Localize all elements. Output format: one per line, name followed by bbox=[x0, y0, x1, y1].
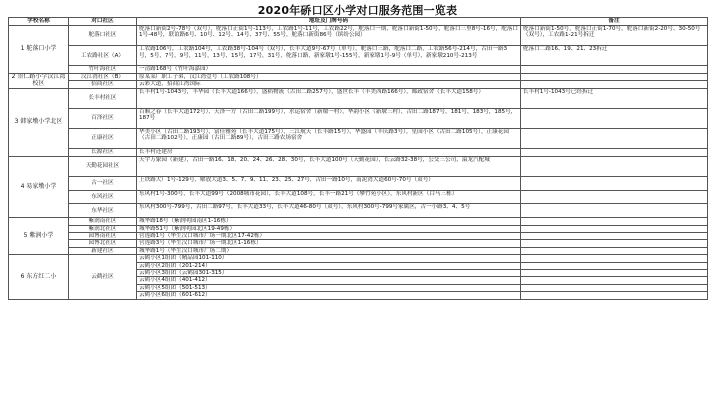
note-cell bbox=[521, 292, 708, 299]
table-header-row bbox=[9, 18, 708, 26]
table-row bbox=[9, 225, 708, 232]
note-cell bbox=[521, 262, 708, 269]
note-cell bbox=[521, 81, 708, 88]
community-cell: 天勤花园社区 bbox=[69, 156, 137, 176]
table-row bbox=[9, 81, 708, 88]
header-note: 备注 bbox=[521, 18, 708, 26]
table-row bbox=[9, 240, 708, 247]
address-cell: 华美小区（古田二路193号），富佳雅苑（长丰大道175号），三江航天（长丰路15号），华盛园（丰庆路3号），星园小区（古田二路105号），正康花园（古田二路102号），正康园（古田二路89号），古田三路农场宿舍 bbox=[137, 128, 521, 148]
community-cell: 园博北社区 bbox=[69, 240, 137, 247]
address-cell: 营莲路3号（华生汉口城市广场一期北区1-16栋） bbox=[137, 240, 521, 247]
address-cell: 云鹤小区5组团（501-513） bbox=[137, 284, 521, 291]
table-row bbox=[9, 128, 708, 148]
address-cell: 城华路51号（紫润明园北区19-49栋） bbox=[137, 225, 521, 232]
table-row bbox=[9, 88, 708, 108]
note-cell bbox=[521, 128, 708, 148]
note-cell: 舵落口新街1-50号，舵落口正街1-70号，舵落口新街2-20号、30-50号（双号），工农路1-21号拆迁 bbox=[521, 26, 708, 46]
note-cell bbox=[521, 240, 708, 247]
school-name-cell: 4 易家墩小学 bbox=[9, 156, 69, 218]
address-cell: 营莲路1号（华生汉口城市广场一期北区17-42栋） bbox=[137, 232, 521, 239]
note-cell bbox=[521, 190, 708, 204]
school-name-cell: 3 韩家墩小学北区 bbox=[9, 88, 69, 156]
note-cell bbox=[521, 247, 708, 254]
table-row bbox=[9, 232, 708, 239]
address-cell: 长丰村还建房 bbox=[137, 149, 521, 156]
address-cell: 云鹤小区1组团（精品园101-110） bbox=[137, 255, 521, 262]
table-row bbox=[9, 73, 708, 80]
note-cell bbox=[521, 232, 708, 239]
note-cell bbox=[521, 66, 708, 73]
address-cell: 天宇万象园（新建），古田一路16、18、20、24、26、28、30号，长丰大道100号（天勤花园），长云路32-38号，公交三公司，溢龙汽配城 bbox=[137, 156, 521, 176]
note-cell bbox=[521, 284, 708, 291]
community-cell: 云鹤社区 bbox=[69, 255, 137, 299]
address-cell: 舵落口新街2号-78号（双号），舵落口正街1号-113号，工农路1号-11号，工农路22号，舵落口一期，舵落口新街1-50号，舵落口三里8号-16号，舵落口1号-48号，联谊路6号、10号、12号、14号、37号、55号，舵落口新街86号（缤纷公园） bbox=[137, 26, 521, 46]
school-name-cell: 5 紫润小学 bbox=[9, 218, 69, 255]
note-cell bbox=[521, 218, 708, 225]
table-body bbox=[9, 26, 708, 300]
community-cell: 紫润南社区 bbox=[69, 218, 137, 225]
table-row bbox=[9, 176, 708, 190]
note-cell bbox=[521, 156, 708, 176]
table-row bbox=[9, 26, 708, 46]
community-cell: 汉江湾社区（B） bbox=[69, 73, 137, 80]
address-cell: 云鹤小区6组团（601-612） bbox=[137, 292, 521, 299]
address-cell: 长丰村1号-1043号，丰华园（长丰大道166号），盛稻物流（古田二路257号），盛世长丰（丰美西路166号），邮政宿舍（长丰大道158号） bbox=[137, 88, 521, 108]
address-cell: 工农路106号，工农路104号，工农路38号-104号（双号），长丰大道9号-67号（单号），舵落口三路，舵落口二路，工农路56号-214号，古田一路3号，5号，7号，9号，11号，13号，15号，17号，31号，舵落口路，新家墩1号-155号，新家墩1号-9号（单号），新家墩210号-213号 bbox=[137, 46, 521, 66]
header-school: 学校名称 bbox=[9, 18, 69, 26]
community-cell: 东华社区 bbox=[69, 204, 137, 218]
address-cell: 一清路168号（竹叶海嘉园） bbox=[137, 66, 521, 73]
community-cell: 长丰村社区 bbox=[69, 88, 137, 108]
note-cell bbox=[521, 277, 708, 284]
header-community: 对口社区 bbox=[69, 18, 137, 26]
note-cell: 舵落口二路16、19、21、23拆迁 bbox=[521, 46, 708, 66]
page-title: 2020年硚口区小学对口服务范围一览表 bbox=[257, 4, 458, 17]
service-range-table bbox=[8, 17, 708, 300]
address-cell: 原某某厂职工子弟，汉江湾壹号（工农路108号） bbox=[137, 73, 521, 80]
table-row bbox=[9, 255, 708, 262]
community-cell: 新建社区 bbox=[69, 247, 137, 254]
note-cell bbox=[521, 108, 708, 128]
community-cell: 古一社区 bbox=[69, 176, 137, 190]
note-cell bbox=[521, 255, 708, 262]
address-cell: 云彩大道，招商江湾国际 bbox=[137, 81, 521, 88]
address-cell: 百顺之春（长丰大道172号），天泽一方（古田二路199号），水运宿舍（新墩一村），华韵小区（新墩三村），古田二路187号，181号，183号，185号，187号 bbox=[137, 108, 521, 128]
community-cell: 舵落口社区 bbox=[69, 26, 137, 46]
address-cell: 城华路1号（华生汉口城市广场二期） bbox=[137, 247, 521, 254]
table-row bbox=[9, 149, 708, 156]
address-cell: 云鹤小区4组团（401-412） bbox=[137, 277, 521, 284]
address-cell: 云鹤小区3组团（云鹤园301-315） bbox=[137, 269, 521, 276]
address-cell: 东风村300号-799号，古田二路97号，长丰大道33号，长丰大道46-80号（双号），东风村300号-799号家属区，古一小路3、4、5号 bbox=[137, 204, 521, 218]
note-cell bbox=[521, 269, 708, 276]
community-cell: 竹叶海社区 bbox=[69, 66, 137, 73]
table-row bbox=[9, 218, 708, 225]
community-cell: 百泽社区 bbox=[69, 108, 137, 128]
note-cell bbox=[521, 225, 708, 232]
school-name-cell: 1 舵落口小学 bbox=[9, 26, 69, 74]
address-cell: 东风村1号-300号，长丰大道99号（2008城市花园），长丰大道108号，长丰一路21号（攀竹苑小区），东风村新区（白马三栋） bbox=[137, 190, 521, 204]
header-address: 地址及门牌号码 bbox=[137, 18, 521, 26]
address-cell: 上铁路大厂1号-129号，解放大道3、5、7、9、11、23、25、27号，古田一路10号，南泥湾大道60号-70号（双号） bbox=[137, 176, 521, 190]
address-cell: 城华路18号（紫润明园南区1-16栋） bbox=[137, 218, 521, 225]
note-cell bbox=[521, 149, 708, 156]
community-cell: 长源社区 bbox=[69, 149, 137, 156]
table-row bbox=[9, 247, 708, 254]
note-cell bbox=[521, 204, 708, 218]
community-cell: 园博南社区 bbox=[69, 232, 137, 239]
table-row bbox=[9, 190, 708, 204]
address-cell: 云鹤小区2组团（201-214） bbox=[137, 262, 521, 269]
school-name-cell: 6 东方红二小 bbox=[9, 255, 69, 299]
note-cell bbox=[521, 73, 708, 80]
table-row bbox=[9, 46, 708, 66]
community-cell: 正康社区 bbox=[69, 128, 137, 148]
table-row bbox=[9, 66, 708, 73]
note-cell bbox=[521, 176, 708, 190]
table-row bbox=[9, 156, 708, 176]
community-cell: 招商社区 bbox=[69, 81, 137, 88]
table-row bbox=[9, 108, 708, 128]
table-row bbox=[9, 204, 708, 218]
community-cell: 东风社区 bbox=[69, 190, 137, 204]
school-name-cell: 2 崇仁路小学汉江湾校区 bbox=[9, 73, 69, 88]
community-cell: 工农路社区（A） bbox=[69, 46, 137, 66]
community-cell: 紫润北社区 bbox=[69, 225, 137, 232]
note-cell: 长丰村1号-1043号已经拆迁 bbox=[521, 88, 708, 108]
